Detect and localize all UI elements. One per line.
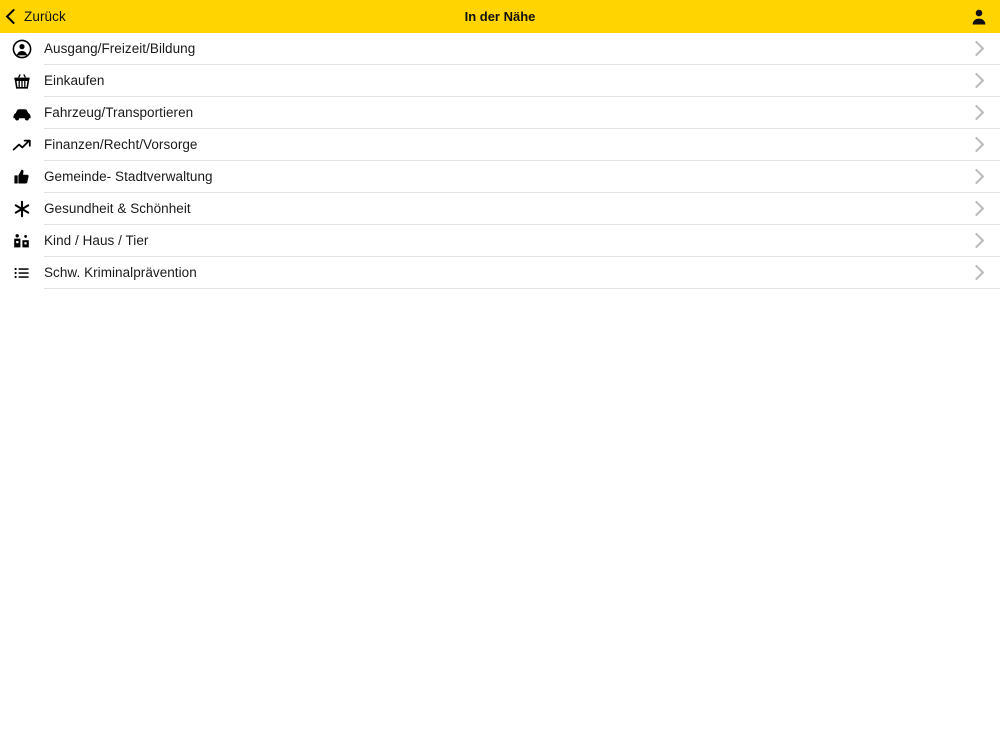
- list-item-label: Ausgang/Freizeit/Bildung: [44, 41, 196, 56]
- list-item[interactable]: [0, 33, 1000, 65]
- list-item[interactable]: [0, 225, 1000, 257]
- list-item-body: [44, 257, 1000, 289]
- chevron-right-icon: [969, 265, 985, 281]
- chevron-right-icon: [969, 105, 985, 121]
- list-item-body: [44, 225, 1000, 257]
- page-title: In der Nähe: [464, 9, 536, 24]
- person-icon: [970, 8, 988, 26]
- chevron-right-icon: [969, 73, 985, 89]
- list-item-body: [44, 161, 1000, 193]
- app-header: [0, 0, 1000, 33]
- list-item[interactable]: [0, 97, 1000, 129]
- chevron-right-icon: [969, 137, 985, 153]
- chevron-right-icon: [969, 169, 985, 185]
- chevron-right-icon: [969, 233, 985, 249]
- back-button-label: Zurück: [24, 9, 66, 24]
- chevron-right-icon: [969, 41, 985, 57]
- list-bullet-icon: [0, 263, 44, 283]
- list-item-body: [44, 65, 1000, 97]
- content-area: [0, 33, 1000, 750]
- car-icon: [0, 103, 44, 123]
- list-item-label: Schw. Kriminalprävention: [44, 265, 197, 280]
- house-children-icon: [0, 231, 44, 251]
- profile-button[interactable]: [968, 6, 990, 28]
- list-item-label: Gesundheit & Schönheit: [44, 201, 191, 216]
- list-item-body: [44, 97, 1000, 129]
- list-item-label: Fahrzeug/Transportieren: [44, 105, 194, 120]
- shopping-basket-icon: [0, 71, 44, 91]
- list-item[interactable]: [0, 193, 1000, 225]
- list-item-label: Kind / Haus / Tier: [44, 233, 149, 248]
- list-item-label: Gemeinde- Stadtverwaltung: [44, 169, 213, 184]
- list-item[interactable]: [0, 257, 1000, 289]
- list-item-body: [44, 193, 1000, 225]
- trend-up-arrow-icon: [0, 135, 44, 155]
- list-item[interactable]: [0, 65, 1000, 97]
- list-item-body: [44, 129, 1000, 161]
- list-item-label: Einkaufen: [44, 73, 105, 88]
- list-item-label: Finanzen/Recht/Vorsorge: [44, 137, 198, 152]
- chevron-left-icon: [6, 8, 22, 24]
- category-list: [0, 33, 1000, 289]
- thumbs-up-icon: [0, 167, 44, 187]
- back-button[interactable]: [0, 9, 66, 24]
- list-item-body: [44, 33, 1000, 65]
- list-item[interactable]: [0, 129, 1000, 161]
- person-circle-icon: [0, 39, 44, 59]
- chevron-right-icon: [969, 201, 985, 217]
- list-item[interactable]: [0, 161, 1000, 193]
- asterisk-icon: [0, 199, 44, 219]
